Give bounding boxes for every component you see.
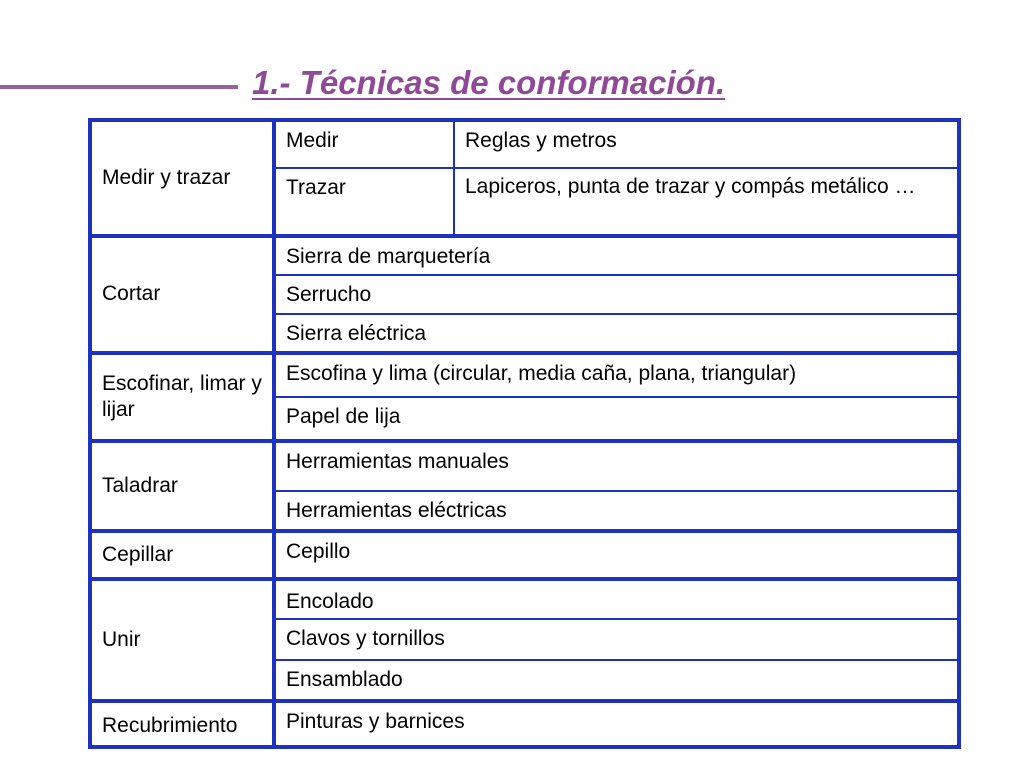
technique-cell: Unir: [90, 579, 274, 701]
table-row: [90, 579, 959, 619]
action-cell: Medir: [274, 120, 454, 168]
techniques-table: [88, 118, 961, 749]
tool-cell: Lapiceros, punta de trazar y compás metálico …: [454, 168, 959, 236]
tool-cell: Ensamblado: [274, 660, 959, 701]
technique-cell: Recubrimiento: [90, 701, 274, 747]
action-cell: Trazar: [274, 168, 454, 236]
tool-cell: Herramientas eléctricas: [274, 491, 959, 531]
technique-cell: Cepillar: [90, 531, 274, 579]
tool-cell: Sierra de marquetería: [274, 236, 959, 275]
table-row: [90, 353, 959, 397]
tool-cell: Reglas y metros: [454, 120, 959, 168]
title-rule: [0, 85, 238, 89]
tool-cell: Clavos y tornillos: [274, 619, 959, 660]
tool-cell: Cepillo: [274, 531, 959, 579]
tool-cell: Papel de lija: [274, 397, 959, 441]
tool-cell: Serrucho: [274, 275, 959, 314]
table-row: [90, 441, 959, 491]
technique-cell: Cortar: [90, 236, 274, 353]
table-row: [90, 120, 959, 168]
table-row: [90, 236, 959, 275]
table-row: [90, 531, 959, 579]
tool-cell: Sierra eléctrica: [274, 314, 959, 353]
technique-cell: Escofinar, limar y lijar: [90, 353, 274, 441]
tool-cell: Pinturas y barnices: [274, 701, 959, 747]
table-row: [90, 701, 959, 747]
tool-cell: Escofina y lima (circular, media caña, plana, triangular): [274, 353, 959, 397]
tool-cell: Herramientas manuales: [274, 441, 959, 491]
tool-cell: Encolado: [274, 579, 959, 619]
slide-title: 1.- Técnicas de conformación.: [252, 64, 726, 101]
technique-cell: Taladrar: [90, 441, 274, 531]
technique-cell: Medir y trazar: [90, 120, 274, 236]
